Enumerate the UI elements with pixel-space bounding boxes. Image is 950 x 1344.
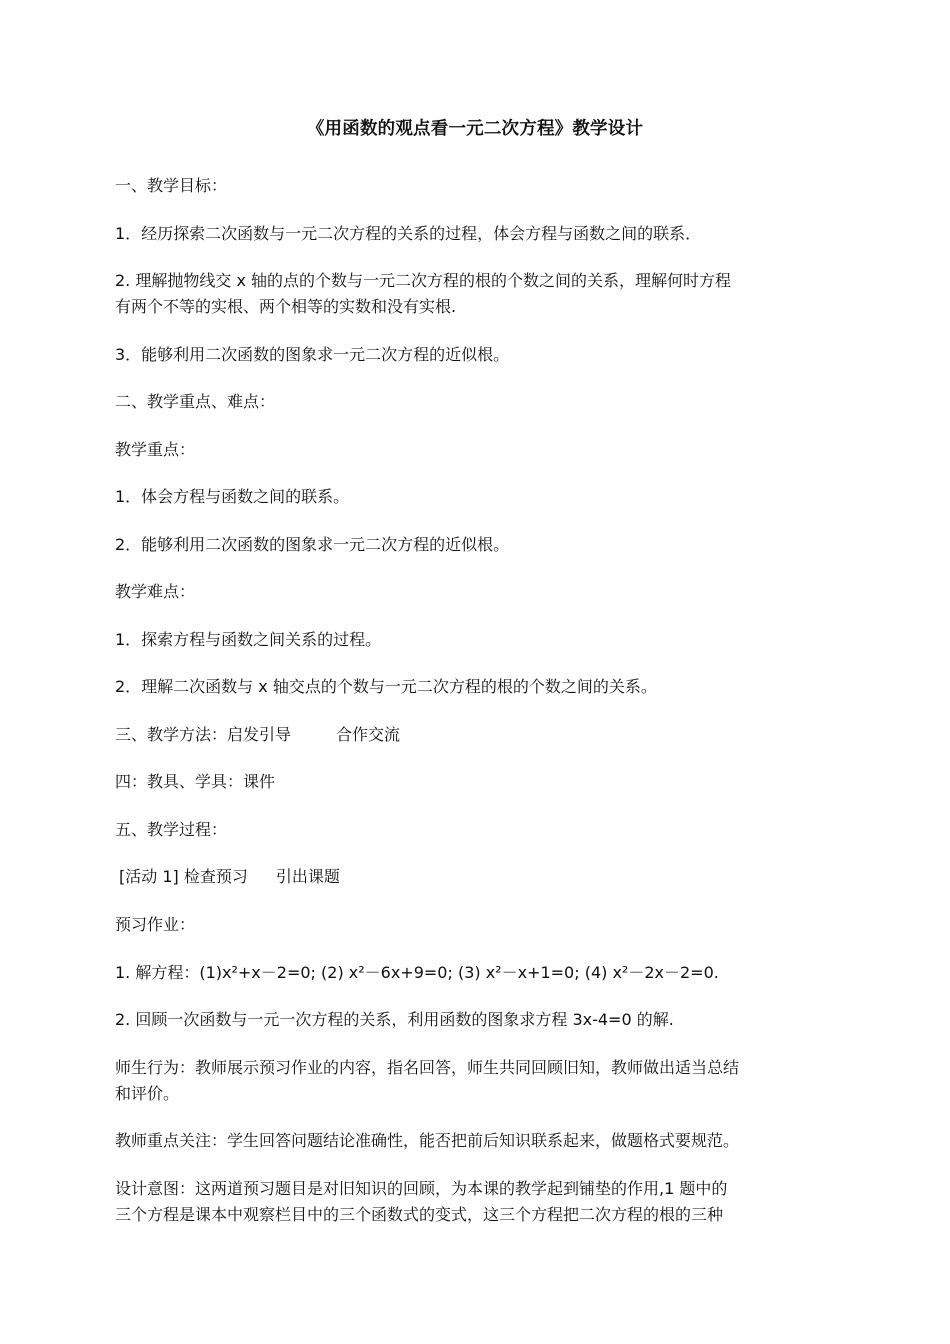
activity-suffix: 引出课题 bbox=[275, 867, 340, 886]
homework-label: 预习作业： bbox=[115, 915, 196, 934]
design-intent-line-2: 三个方程是课本中观察栏目中的三个函数式的变式，这三个方程把二次方程的根的三种 bbox=[115, 1205, 724, 1224]
homework-item-2: 2. 回顾一次函数与一元一次方程的关系，利用函数的图象求方程 3x-4=0 的解. bbox=[115, 1010, 674, 1029]
goal-item-1: 1．经历探索二次函数与一元二次方程的关系的过程，体会方程与函数之间的联系． bbox=[115, 224, 702, 243]
teacher-student-behavior-line-2: 和评价。 bbox=[115, 1084, 180, 1103]
goal-item-3: 3．能够利用二次函数的图象求一元二次方程的近似根。 bbox=[115, 345, 510, 364]
difficulty-label: 教学难点： bbox=[115, 582, 196, 601]
teaching-tools: 四：教具、学具：课件 bbox=[115, 772, 276, 791]
teacher-student-behavior-line-1: 师生行为：教师展示预习作业的内容，指名回答，师生共同回顾旧知，教师做出适当总结 bbox=[115, 1058, 740, 1077]
key-points-heading: 二、教学重点、难点： bbox=[115, 392, 276, 411]
teaching-method-suffix: 合作交流 bbox=[336, 725, 401, 744]
difficulty-1: 1．探索方程与函数之间关系的过程。 bbox=[115, 630, 382, 649]
teaching-method bbox=[115, 722, 845, 748]
goals-heading: 一、教学目标： bbox=[115, 176, 228, 195]
difficulty-2: 2．理解二次函数与 x 轴交点的个数与一元二次方程的根的个数之间的关系。 bbox=[115, 677, 657, 696]
process-heading: 五、教学过程： bbox=[115, 820, 228, 839]
activity-prefix: [活动 1] 检查预习 bbox=[119, 867, 248, 886]
key-point-2: 2．能够利用二次函数的图象求一元二次方程的近似根。 bbox=[115, 535, 510, 554]
activity-heading bbox=[119, 864, 849, 890]
key-point-1: 1．体会方程与函数之间的联系。 bbox=[115, 487, 350, 506]
goal-item-2-line-1: 2. 理解抛物线交 x 轴的点的个数与一元二次方程的根的个数之间的关系，理解何时方程 bbox=[115, 271, 731, 290]
key-points-label: 教学重点： bbox=[115, 440, 196, 459]
design-intent-line-1: 设计意图：这两道预习题目是对旧知识的回顾，为本课的教学起到铺垫的作用,1 题中的 bbox=[115, 1179, 728, 1198]
teaching-method-prefix: 三、教学方法：启发引导 bbox=[115, 725, 292, 744]
goal-item-2-line-2: 有两个不等的实根、两个相等的实数和没有实根. bbox=[115, 297, 457, 316]
teacher-focus: 教师重点关注：学生回答问题结论准确性，能否把前后知识联系起来，做题格式要规范。 bbox=[115, 1131, 740, 1150]
document-title: 《用函数的观点看一元二次方程》教学设计 bbox=[306, 119, 644, 139]
homework-item-1: 1. 解方程：(1)x²+x－2=0; (2) x²－6x+9=0; (3) x²－x+1=0; (4) x²－2x－2=0. bbox=[115, 963, 719, 982]
